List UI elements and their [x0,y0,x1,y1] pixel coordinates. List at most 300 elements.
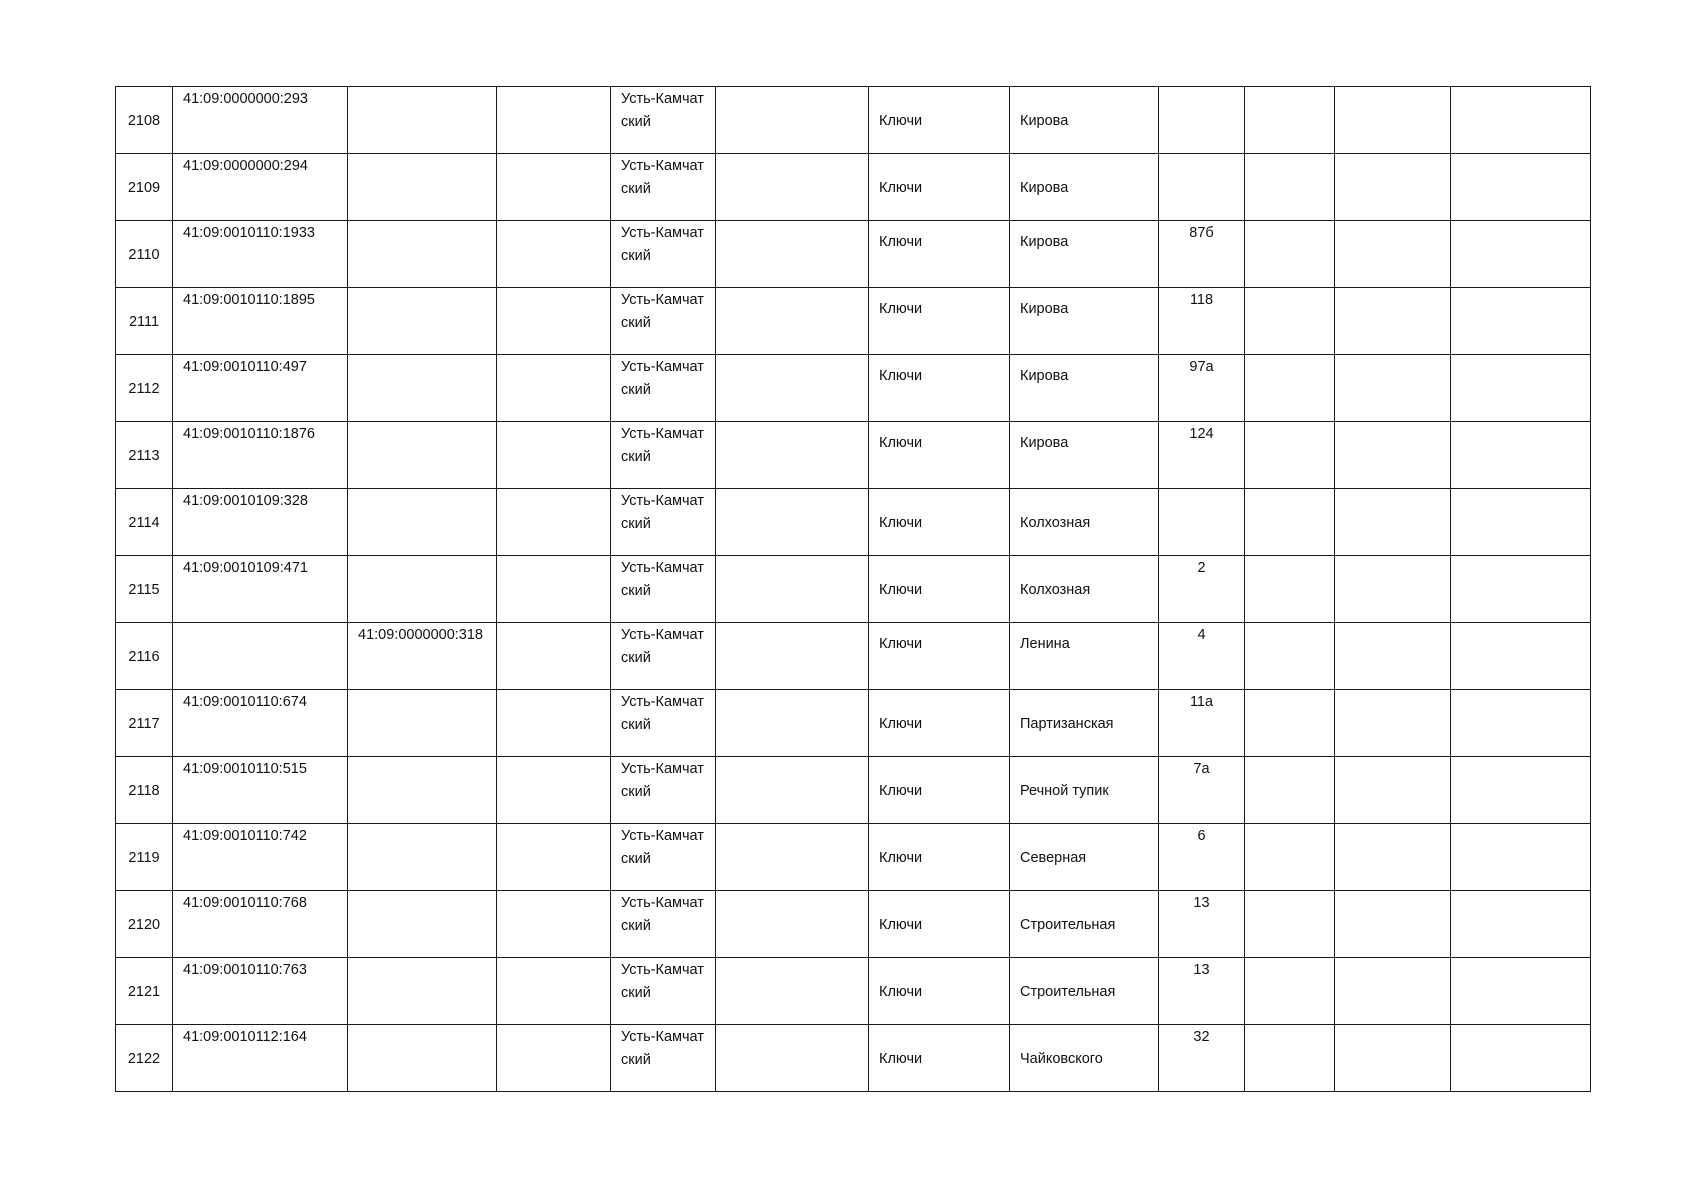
empty-cell [1451,221,1591,288]
empty-cell [1451,87,1591,154]
empty-cell [716,623,869,690]
empty-cell [1335,891,1451,958]
district-name: Усть-Камчатский [621,359,704,398]
house-number-cell [1159,1025,1245,1092]
locality-cell [869,87,1010,154]
cadastral-number: 41:09:0010112:164 [183,1029,307,1045]
house-number: 97а [1189,359,1214,375]
row-number: 2111 [128,313,160,330]
table-row [116,288,1591,355]
table-row [116,221,1591,288]
empty-cell [497,154,611,221]
district-name: Усть-Камчатский [621,761,704,800]
table-row [116,154,1591,221]
table-row [116,87,1591,154]
row-number-cell [116,891,173,958]
locality-cell [869,1025,1010,1092]
empty-cell [716,891,869,958]
cadastral-number-cell [173,891,348,958]
empty-cell [497,1025,611,1092]
empty-cell [716,556,869,623]
empty-cell [1451,556,1591,623]
locality-name: Ключи [879,983,923,1000]
locality-cell [869,221,1010,288]
empty-cell [1335,824,1451,891]
house-number-cell [1159,757,1245,824]
locality-cell [869,757,1010,824]
district-cell [611,422,716,489]
house-number: 124 [1189,426,1214,442]
related-cadastral-number-cell [348,489,497,556]
house-number [1169,489,1234,491]
empty-cell [716,489,869,556]
street-cell [1010,489,1159,556]
street-name: Колхозная [1020,514,1091,531]
empty-cell [1335,355,1451,422]
empty-cell [1245,690,1335,757]
empty-cell [1451,489,1591,556]
house-number: 2 [1197,560,1206,576]
house-number-cell [1159,556,1245,623]
street-name: Колхозная [1020,581,1091,598]
empty-cell [497,623,611,690]
row-number-cell [116,623,173,690]
locality-name: Ключи [879,782,923,799]
empty-cell [716,958,869,1025]
locality-cell [869,489,1010,556]
related-cadastral-number-cell [348,288,497,355]
row-number-cell [116,556,173,623]
district-name: Усть-Камчатский [621,225,704,264]
cadastral-number-cell [173,1025,348,1092]
cadastral-number-cell [173,690,348,757]
related-cadastral-number [358,690,486,692]
empty-cell [1335,690,1451,757]
empty-cell [716,824,869,891]
cadastral-number: 41:09:0010110:497 [183,359,307,375]
empty-cell [497,221,611,288]
locality-name: Ключи [879,1050,923,1067]
district-name: Усть-Камчатский [621,828,704,867]
row-number: 2121 [127,983,161,1000]
house-number: 13 [1193,962,1210,978]
cadastral-number: 41:09:0010109:471 [183,560,308,576]
row-number: 2116 [128,648,160,665]
empty-cell [1451,824,1591,891]
cadastral-number: 41:09:0010110:763 [183,962,307,978]
row-number-cell [116,288,173,355]
street-cell [1010,221,1159,288]
cadastral-number-cell [173,556,348,623]
table-row [116,891,1591,958]
street-name: Кирова [1020,234,1069,250]
street-name: Кирова [1020,301,1069,317]
street-cell [1010,154,1159,221]
empty-cell [1335,1025,1451,1092]
cadastral-number: 41:09:0010110:515 [183,761,307,777]
related-cadastral-number-cell [348,355,497,422]
empty-cell [1335,154,1451,221]
locality-name: Ключи [879,916,923,933]
house-number: 87б [1189,225,1214,241]
related-cadastral-number [358,288,486,290]
locality-name: Ключи [879,849,923,866]
row-number-cell [116,422,173,489]
empty-cell [1451,690,1591,757]
table-row [116,824,1591,891]
empty-cell [1245,87,1335,154]
empty-cell [497,422,611,489]
related-cadastral-number [358,87,486,89]
related-cadastral-number-cell [348,87,497,154]
row-number-cell [116,87,173,154]
row-number: 2110 [128,246,160,263]
house-number-cell [1159,958,1245,1025]
district-cell [611,87,716,154]
cadastral-number-cell [173,958,348,1025]
house-number [1169,87,1234,89]
locality-cell [869,623,1010,690]
empty-cell [497,690,611,757]
related-cadastral-number-cell [348,623,497,690]
related-cadastral-number [358,154,486,156]
related-cadastral-number-cell [348,1025,497,1092]
row-number: 2122 [127,1050,161,1067]
locality-cell [869,154,1010,221]
row-number: 2109 [127,179,161,196]
empty-cell [1335,221,1451,288]
locality-cell [869,891,1010,958]
district-cell [611,288,716,355]
row-number-cell [116,154,173,221]
row-number: 2112 [128,380,160,397]
row-number: 2115 [128,581,160,598]
district-cell [611,154,716,221]
cadastral-number-cell [173,221,348,288]
empty-cell [1335,623,1451,690]
related-cadastral-number [358,355,486,357]
empty-cell [1335,757,1451,824]
empty-cell [497,288,611,355]
house-number: 13 [1193,895,1210,911]
locality-name: Ключи [879,514,923,531]
empty-cell [1451,422,1591,489]
empty-cell [1451,1025,1591,1092]
empty-cell [1335,958,1451,1025]
house-number-cell [1159,824,1245,891]
empty-cell [1245,623,1335,690]
house-number: 7а [1193,761,1210,777]
row-number: 2119 [128,849,160,866]
district-name: Усть-Камчатский [621,560,704,599]
related-cadastral-number [358,958,486,960]
house-number-cell [1159,891,1245,958]
locality-cell [869,824,1010,891]
empty-cell [716,221,869,288]
street-name: Северная [1020,849,1087,866]
locality-cell [869,422,1010,489]
street-cell [1010,958,1159,1025]
empty-cell [1245,355,1335,422]
locality-cell [869,355,1010,422]
empty-cell [497,824,611,891]
empty-cell [1335,556,1451,623]
street-name: Строительная [1020,983,1116,1000]
district-cell [611,891,716,958]
row-number: 2113 [128,447,160,464]
table-row [116,623,1591,690]
street-cell [1010,757,1159,824]
related-cadastral-number [358,1025,486,1027]
empty-cell [716,757,869,824]
district-cell [611,958,716,1025]
related-cadastral-number [358,824,486,826]
table-row [116,690,1591,757]
cadastral-number-cell [173,422,348,489]
house-number-cell [1159,623,1245,690]
house-number-cell [1159,221,1245,288]
locality-cell [869,690,1010,757]
related-cadastral-number-cell [348,690,497,757]
locality-name: Ключи [879,435,923,451]
district-name: Усть-Камчатский [621,627,704,666]
empty-cell [1245,757,1335,824]
empty-cell [716,422,869,489]
empty-cell [1451,958,1591,1025]
empty-cell [497,355,611,422]
house-number-cell [1159,288,1245,355]
locality-name: Ключи [879,234,923,250]
cadastral-number-cell [173,489,348,556]
district-cell [611,757,716,824]
street-cell [1010,891,1159,958]
related-cadastral-number-cell [348,958,497,1025]
empty-cell [1451,288,1591,355]
district-cell [611,690,716,757]
house-number: 118 [1189,292,1214,308]
row-number: 2114 [128,514,160,531]
street-name: Чайковского [1020,1050,1103,1067]
cadastral-number [183,623,337,625]
district-cell [611,824,716,891]
house-number-cell [1159,422,1245,489]
empty-cell [497,891,611,958]
empty-cell [716,288,869,355]
related-cadastral-number-cell [348,757,497,824]
locality-cell [869,288,1010,355]
district-cell [611,221,716,288]
related-cadastral-number [358,422,486,424]
empty-cell [1245,154,1335,221]
cadastral-number-cell [173,355,348,422]
street-name: Кирова [1020,435,1069,451]
street-name: Строительная [1020,916,1116,933]
district-name: Усть-Камчатский [621,493,704,532]
street-name: Кирова [1020,179,1069,196]
locality-cell [869,556,1010,623]
table-row [116,958,1591,1025]
locality-name: Ключи [879,581,923,598]
locality-name: Ключи [879,112,923,129]
empty-cell [716,1025,869,1092]
table-row [116,422,1591,489]
cadastral-number-cell [173,154,348,221]
related-cadastral-number [358,891,486,893]
district-name: Усть-Камчатский [621,91,704,130]
row-number-cell [116,958,173,1025]
cadastral-number: 41:09:0010110:768 [183,895,307,911]
table-row [116,489,1591,556]
street-name: Ленина [1020,636,1070,652]
row-number: 2108 [127,112,161,129]
empty-cell [497,757,611,824]
cadastral-number: 41:09:0010109:328 [183,493,308,509]
street-cell [1010,422,1159,489]
row-number-cell [116,757,173,824]
empty-cell [1245,221,1335,288]
registry-table [115,86,1591,1092]
empty-cell [716,355,869,422]
house-number-cell [1159,355,1245,422]
row-number: 2117 [128,715,160,732]
empty-cell [1245,1025,1335,1092]
empty-cell [1335,489,1451,556]
empty-cell [1451,891,1591,958]
district-name: Усть-Камчатский [621,158,704,197]
row-number-cell [116,355,173,422]
empty-cell [1245,958,1335,1025]
house-number-cell [1159,154,1245,221]
row-number-cell [116,221,173,288]
cadastral-number: 41:09:0010110:1876 [183,426,315,442]
cadastral-number: 41:09:0010110:674 [183,694,307,710]
cadastral-number: 41:09:0000000:294 [183,158,308,174]
related-cadastral-number [358,489,486,491]
cadastral-number-cell [173,757,348,824]
empty-cell [497,958,611,1025]
cadastral-number: 41:09:0010110:1895 [183,292,315,308]
locality-name: Ключи [879,715,923,732]
related-cadastral-number-cell [348,891,497,958]
street-cell [1010,87,1159,154]
empty-cell [1245,824,1335,891]
empty-cell [497,87,611,154]
street-cell [1010,355,1159,422]
row-number-cell [116,1025,173,1092]
house-number: 11а [1189,694,1214,710]
related-cadastral-number-cell [348,824,497,891]
cadastral-number: 41:09:0010110:1933 [183,225,315,241]
district-cell [611,623,716,690]
house-number-cell [1159,489,1245,556]
house-number-cell [1159,690,1245,757]
related-cadastral-number [358,757,486,759]
related-cadastral-number: 41:09:0000000:318 [358,627,483,643]
table-row [116,1025,1591,1092]
cadastral-number: 41:09:0010110:742 [183,828,307,844]
empty-cell [1451,154,1591,221]
cadastral-number-cell [173,824,348,891]
street-cell [1010,1025,1159,1092]
street-cell [1010,556,1159,623]
district-name: Усть-Камчатский [621,962,704,1001]
locality-name: Ключи [879,368,923,384]
district-cell [611,355,716,422]
locality-name: Ключи [879,636,923,652]
street-name: Речной тупик [1020,782,1109,799]
registry-table-body [116,87,1591,1092]
locality-cell [869,958,1010,1025]
row-number-cell [116,824,173,891]
empty-cell [1451,757,1591,824]
empty-cell [497,556,611,623]
district-cell [611,489,716,556]
empty-cell [716,154,869,221]
street-cell [1010,288,1159,355]
house-number: 32 [1193,1029,1210,1045]
related-cadastral-number-cell [348,221,497,288]
street-name: Кирова [1020,368,1069,384]
district-name: Усть-Камчатский [621,292,704,331]
related-cadastral-number-cell [348,422,497,489]
locality-name: Ключи [879,179,923,196]
house-number: 4 [1197,627,1206,643]
street-name: Кирова [1020,112,1069,129]
empty-cell [1451,355,1591,422]
empty-cell [1335,87,1451,154]
district-cell [611,1025,716,1092]
district-cell [611,556,716,623]
empty-cell [497,489,611,556]
related-cadastral-number [358,221,486,223]
locality-name: Ключи [879,301,923,317]
street-name: Партизанская [1020,715,1114,732]
empty-cell [1335,422,1451,489]
cadastral-number-cell [173,87,348,154]
street-cell [1010,690,1159,757]
cadastral-number-cell [173,288,348,355]
cadastral-number: 41:09:0000000:293 [183,91,308,107]
empty-cell [1245,288,1335,355]
empty-cell [1245,489,1335,556]
related-cadastral-number-cell [348,154,497,221]
related-cadastral-number [358,556,486,558]
district-name: Усть-Камчатский [621,895,704,934]
row-number: 2118 [128,782,160,799]
table-row [116,355,1591,422]
empty-cell [1245,891,1335,958]
empty-cell [716,690,869,757]
street-cell [1010,824,1159,891]
district-name: Усть-Камчатский [621,426,704,465]
empty-cell [1335,288,1451,355]
empty-cell [1245,556,1335,623]
house-number [1169,154,1234,156]
cadastral-number-cell [173,623,348,690]
house-number: 6 [1197,828,1206,844]
district-name: Усть-Камчатский [621,1029,704,1068]
house-number-cell [1159,87,1245,154]
street-cell [1010,623,1159,690]
row-number: 2120 [127,916,161,933]
empty-cell [1451,623,1591,690]
related-cadastral-number-cell [348,556,497,623]
row-number-cell [116,489,173,556]
district-name: Усть-Камчатский [621,694,704,733]
table-row [116,556,1591,623]
row-number-cell [116,690,173,757]
empty-cell [716,87,869,154]
